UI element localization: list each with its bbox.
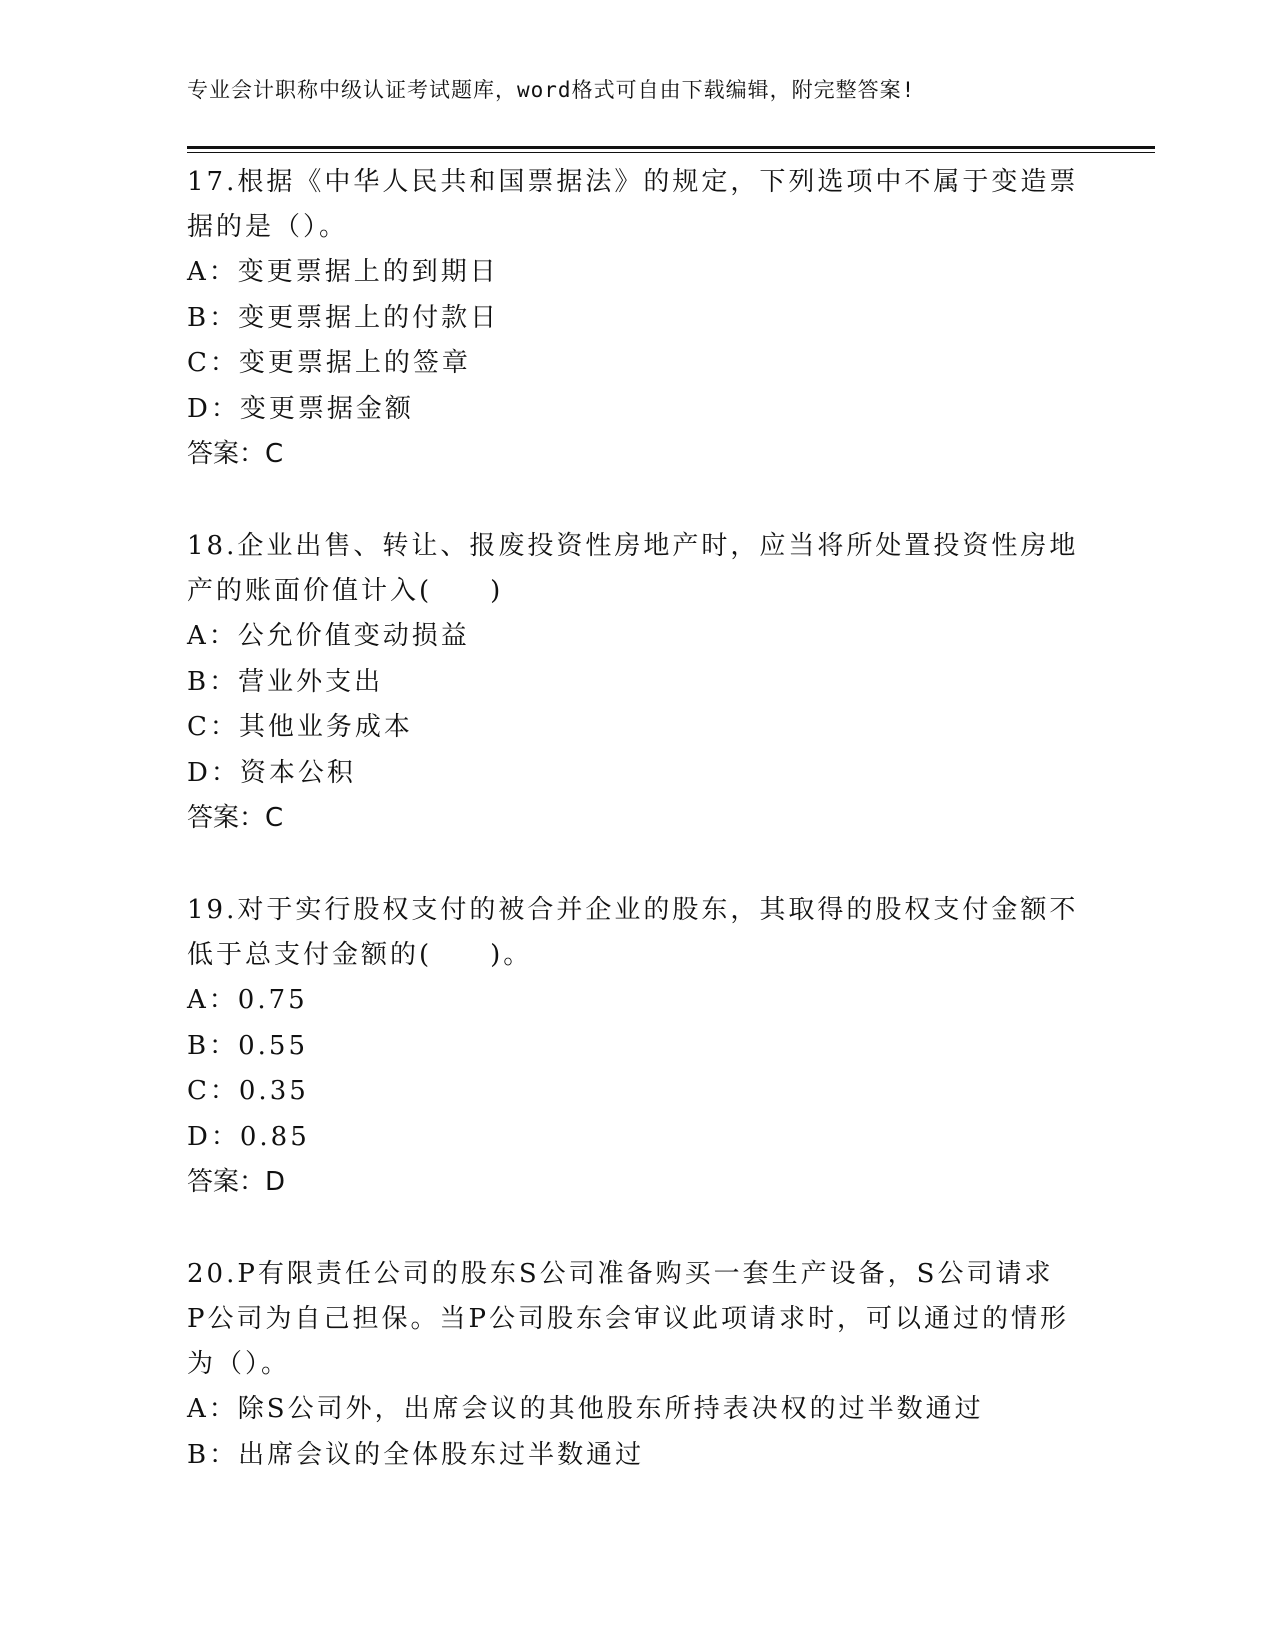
page-header: 专业会计职称中级认证考试题库，word格式可自由下载编辑，附完整答案! (187, 78, 916, 102)
header-rule-thick (187, 146, 1155, 149)
question-text-line: 19.对于实行股权支付的被合并企业的股东，其取得的股权支付金额不 (187, 895, 1079, 925)
question-text-line: 产的账面价值计入( ) (187, 576, 504, 606)
question-18 (187, 524, 1087, 841)
question-text-line: 低于总支付金额的( )。 (187, 940, 533, 970)
option-d: D：资本公积 (187, 757, 356, 788)
question-text-line: 据的是（）。 (187, 212, 349, 242)
option-b: B：出席会议的全体股东过半数通过 (187, 1439, 645, 1470)
question-text-line: 20.P有限责任公司的股东S公司准备购买一套生产设备，S公司请求 (187, 1259, 1054, 1289)
question-20 (187, 1252, 1087, 1478)
option-a: A：变更票据上的到期日 (187, 257, 499, 287)
question-text-line: 为（）。 (187, 1349, 291, 1379)
option-d: D：变更票据金额 (187, 393, 414, 424)
answer: 答案：D (187, 1167, 286, 1197)
question-19 (187, 888, 1087, 1205)
question-list (187, 160, 1087, 1478)
option-b: B：0.55 (187, 1030, 308, 1061)
option-a: A：除S公司外，出席会议的其他股东所持表决权的过半数通过 (187, 1394, 984, 1424)
option-c: C：其他业务成本 (187, 712, 413, 742)
option-b: B：变更票据上的付款日 (187, 302, 500, 333)
question-text-line: P公司为自己担保。当P公司股东会审议此项请求时，可以通过的情形 (187, 1304, 1069, 1334)
option-a: A：公允价值变动损益 (187, 621, 470, 651)
question-text-line: 17.根据《中华人民共和国票据法》的规定，下列选项中不属于变造票 (187, 167, 1079, 197)
question-17 (187, 160, 1087, 477)
option-a: A：0.75 (187, 985, 308, 1015)
answer: 答案：C (187, 803, 284, 833)
header-rule-thin (187, 152, 1155, 153)
question-text-line: 18.企业出售、转让、报废投资性房地产时，应当将所处置投资性房地 (187, 531, 1079, 561)
option-c: C：0.35 (187, 1076, 309, 1106)
option-c: C：变更票据上的签章 (187, 348, 471, 378)
answer: 答案：C (187, 439, 284, 469)
option-d: D：0.85 (187, 1121, 310, 1152)
option-b: B：营业外支出 (187, 666, 384, 697)
